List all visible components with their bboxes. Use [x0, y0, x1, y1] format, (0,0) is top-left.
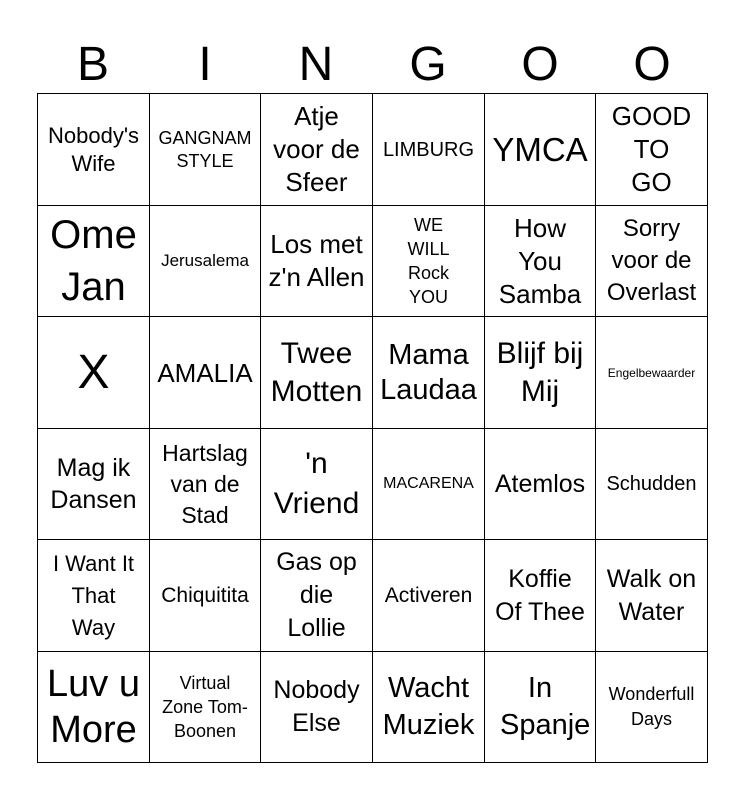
- header-letter: N: [298, 38, 334, 91]
- bingo-cell[interactable]: [485, 206, 596, 317]
- bingo-cell-label: Wacht Muziek: [382, 672, 475, 741]
- bingo-cell[interactable]: [261, 317, 373, 429]
- bingo-cell-label: GANGNAM STYLE: [158, 127, 252, 171]
- bingo-cell[interactable]: [261, 429, 373, 540]
- bingo-cell-label: Chiquitita: [161, 583, 249, 607]
- header-letter: I: [198, 38, 212, 91]
- header-letter: G: [409, 38, 447, 91]
- bingo-cell-label: YMCA: [492, 130, 588, 168]
- bingo-cell-label: Jerusalema: [161, 251, 249, 270]
- header-letter: B: [76, 38, 109, 91]
- bingo-cell-label: Nobody Else: [273, 676, 360, 737]
- bingo-cell[interactable]: [596, 94, 708, 206]
- bingo-cell-label: Koffie Of Thee: [495, 564, 585, 626]
- bingo-cell[interactable]: [373, 206, 485, 317]
- bingo-cell-label: Luv u More: [47, 663, 140, 751]
- bingo-cell-label: Activeren: [384, 583, 473, 607]
- bingo-cell[interactable]: [373, 429, 485, 540]
- bingo-cell-label: Sorry voor de Overlast: [606, 215, 697, 306]
- bingo-cell[interactable]: [596, 652, 708, 763]
- bingo-cell[interactable]: [261, 540, 373, 652]
- bingo-cell[interactable]: [596, 540, 708, 652]
- bingo-cell-label: Atje voor de Sfeer: [273, 101, 360, 197]
- bingo-cell-label: 'n Vriend: [273, 447, 360, 520]
- bingo-cell[interactable]: [373, 94, 485, 206]
- bingo-header: [37, 38, 708, 92]
- bingo-cell[interactable]: [150, 652, 261, 763]
- bingo-cell-label: Blijf bij Mij: [496, 336, 584, 408]
- bingo-cell[interactable]: [150, 540, 261, 652]
- bingo-cell-label: Mama Laudaa: [380, 338, 477, 406]
- bingo-cell-label: In Spanje: [500, 672, 591, 741]
- header-letter: O: [633, 38, 671, 91]
- bingo-cell[interactable]: [150, 429, 261, 540]
- bingo-cell[interactable]: [150, 317, 261, 429]
- bingo-board: [37, 93, 708, 763]
- bingo-cell-label: Hartslag van de Stad: [162, 439, 248, 528]
- bingo-cell-label: X: [77, 345, 110, 399]
- bingo-cell[interactable]: [485, 652, 596, 763]
- bingo-cell-label: GOOD TO GO: [611, 101, 692, 197]
- bingo-cell[interactable]: [38, 652, 150, 763]
- bingo-cell[interactable]: [38, 317, 150, 429]
- bingo-cell[interactable]: [596, 206, 708, 317]
- bingo-cell-label: Engelbewaarder: [607, 365, 696, 380]
- bingo-cell[interactable]: [38, 94, 150, 206]
- bingo-cell[interactable]: [261, 652, 373, 763]
- bingo-cell[interactable]: [150, 94, 261, 206]
- bingo-cell[interactable]: [38, 206, 150, 317]
- bingo-cell[interactable]: [485, 429, 596, 540]
- bingo-cell[interactable]: [38, 540, 150, 652]
- bingo-cell-label: LIMBURG: [382, 138, 475, 161]
- bingo-cell[interactable]: [38, 429, 150, 540]
- bingo-cell-label: Gas op die Lollie: [276, 548, 357, 642]
- bingo-cell[interactable]: [373, 317, 485, 429]
- bingo-cell[interactable]: [596, 429, 708, 540]
- bingo-cell[interactable]: [261, 94, 373, 206]
- bingo-cell[interactable]: [485, 540, 596, 652]
- bingo-cell-label: WE WILL Rock YOU: [407, 215, 450, 307]
- bingo-cell[interactable]: [261, 206, 373, 317]
- bingo-cell[interactable]: [373, 540, 485, 652]
- bingo-cell-label: Wonderfull Days: [608, 684, 695, 729]
- bingo-cell-label: Los met z'n Allen: [268, 229, 365, 292]
- bingo-cell-label: Virtual Zone Tom-Boonen: [162, 673, 248, 741]
- bingo-cell-label: I Want It That Way: [52, 550, 135, 640]
- bingo-cell-label: AMALIA: [157, 357, 253, 388]
- bingo-cell-label: Twee Motten: [270, 336, 363, 408]
- bingo-cell-label: Mag ik Dansen: [50, 454, 137, 514]
- bingo-cell-label: How You Samba: [498, 212, 582, 309]
- bingo-cell-label: Nobody's Wife: [47, 122, 140, 176]
- header-letter: O: [521, 38, 559, 91]
- bingo-cell-label: Atemlos: [494, 470, 586, 498]
- bingo-cell-label: MACARENA: [383, 475, 474, 492]
- bingo-cell[interactable]: [485, 317, 596, 429]
- bingo-cell[interactable]: [485, 94, 596, 206]
- bingo-cell[interactable]: [150, 206, 261, 317]
- bingo-cell-label: Ome Jan: [50, 213, 137, 309]
- bingo-cell-label: Walk on Water: [606, 564, 697, 626]
- bingo-cell[interactable]: [596, 317, 708, 429]
- bingo-cell-label: Schudden: [606, 473, 697, 495]
- bingo-cell[interactable]: [373, 652, 485, 763]
